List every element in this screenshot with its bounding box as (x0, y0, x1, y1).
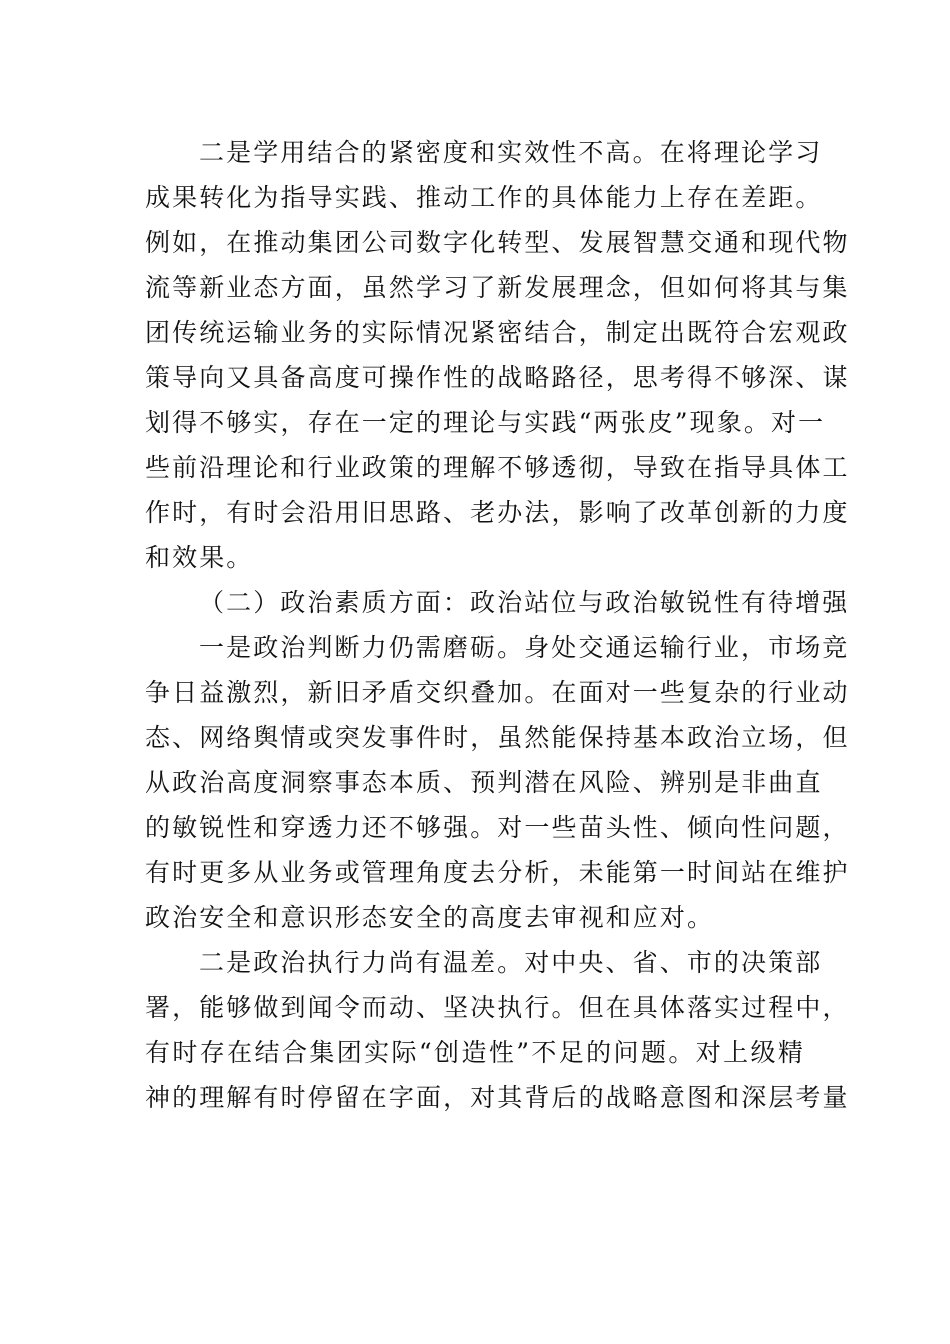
text-line: 署，能够做到闻令而动、坚决执行。但在具体落实过程中， (145, 993, 850, 1022)
text-line: 例如，在推动集团公司数字化转型、发展智慧交通和现代物 (145, 228, 850, 257)
text-line: 划得不够实，存在一定的理论与实践“两张皮”现象。对一 (145, 408, 826, 437)
text-line: 策导向又具备高度可操作性的战略路径，思考得不够深、谋 (145, 363, 850, 392)
text-line: 团传统运输业务的实际情况紧密结合，制定出既符合宏观政 (145, 318, 850, 347)
text-line: 成果转化为指导实践、推动工作的具体能力上存在差距。 (145, 183, 823, 212)
text-line: 和效果。 (145, 543, 254, 572)
text-line: 一是政治判断力仍需磨砺。身处交通运输行业，市场竞 (199, 633, 850, 662)
text-line: 争日益激烈，新旧矛盾交织叠加。在面对一些复杂的行业动 (145, 678, 850, 707)
text-line: 的敏锐性和穿透力还不够强。对一些苗头性、倾向性问题， (145, 813, 850, 842)
text-line: 政治安全和意识形态安全的高度去审视和应对。 (145, 903, 715, 932)
text-line: 些前沿理论和行业政策的理解不够透彻，导致在指导具体工 (145, 453, 850, 482)
text-line: 从政治高度洞察事态本质、预判潜在风险、辨别是非曲直 (145, 768, 823, 797)
text-line: 二是政治执行力尚有温差。对中央、省、市的决策部 (199, 948, 823, 977)
text-line: 流等新业态方面，虽然学习了新发展理念，但如何将其与集 (145, 273, 850, 302)
text-line: 二是学用结合的紧密度和实效性不高。在将理论学习 (199, 138, 823, 167)
text-line: 神的理解有时停留在字面，对其背后的战略意图和深层考量 (145, 1083, 850, 1112)
text-line: 作时，有时会沿用旧思路、老办法，影响了改革创新的力度 (145, 498, 850, 527)
text-line: 态、网络舆情或突发事件时，虽然能保持基本政治立场，但 (145, 723, 850, 752)
section-heading: （二）政治素质方面：政治站位与政治敏锐性有待增强 (199, 588, 850, 617)
text-line: 有时更多从业务或管理角度去分析，未能第一时间站在维护 (145, 858, 850, 887)
text-line: 有时存在结合集团实际“创造性”不足的问题。对上级精 (145, 1038, 805, 1067)
